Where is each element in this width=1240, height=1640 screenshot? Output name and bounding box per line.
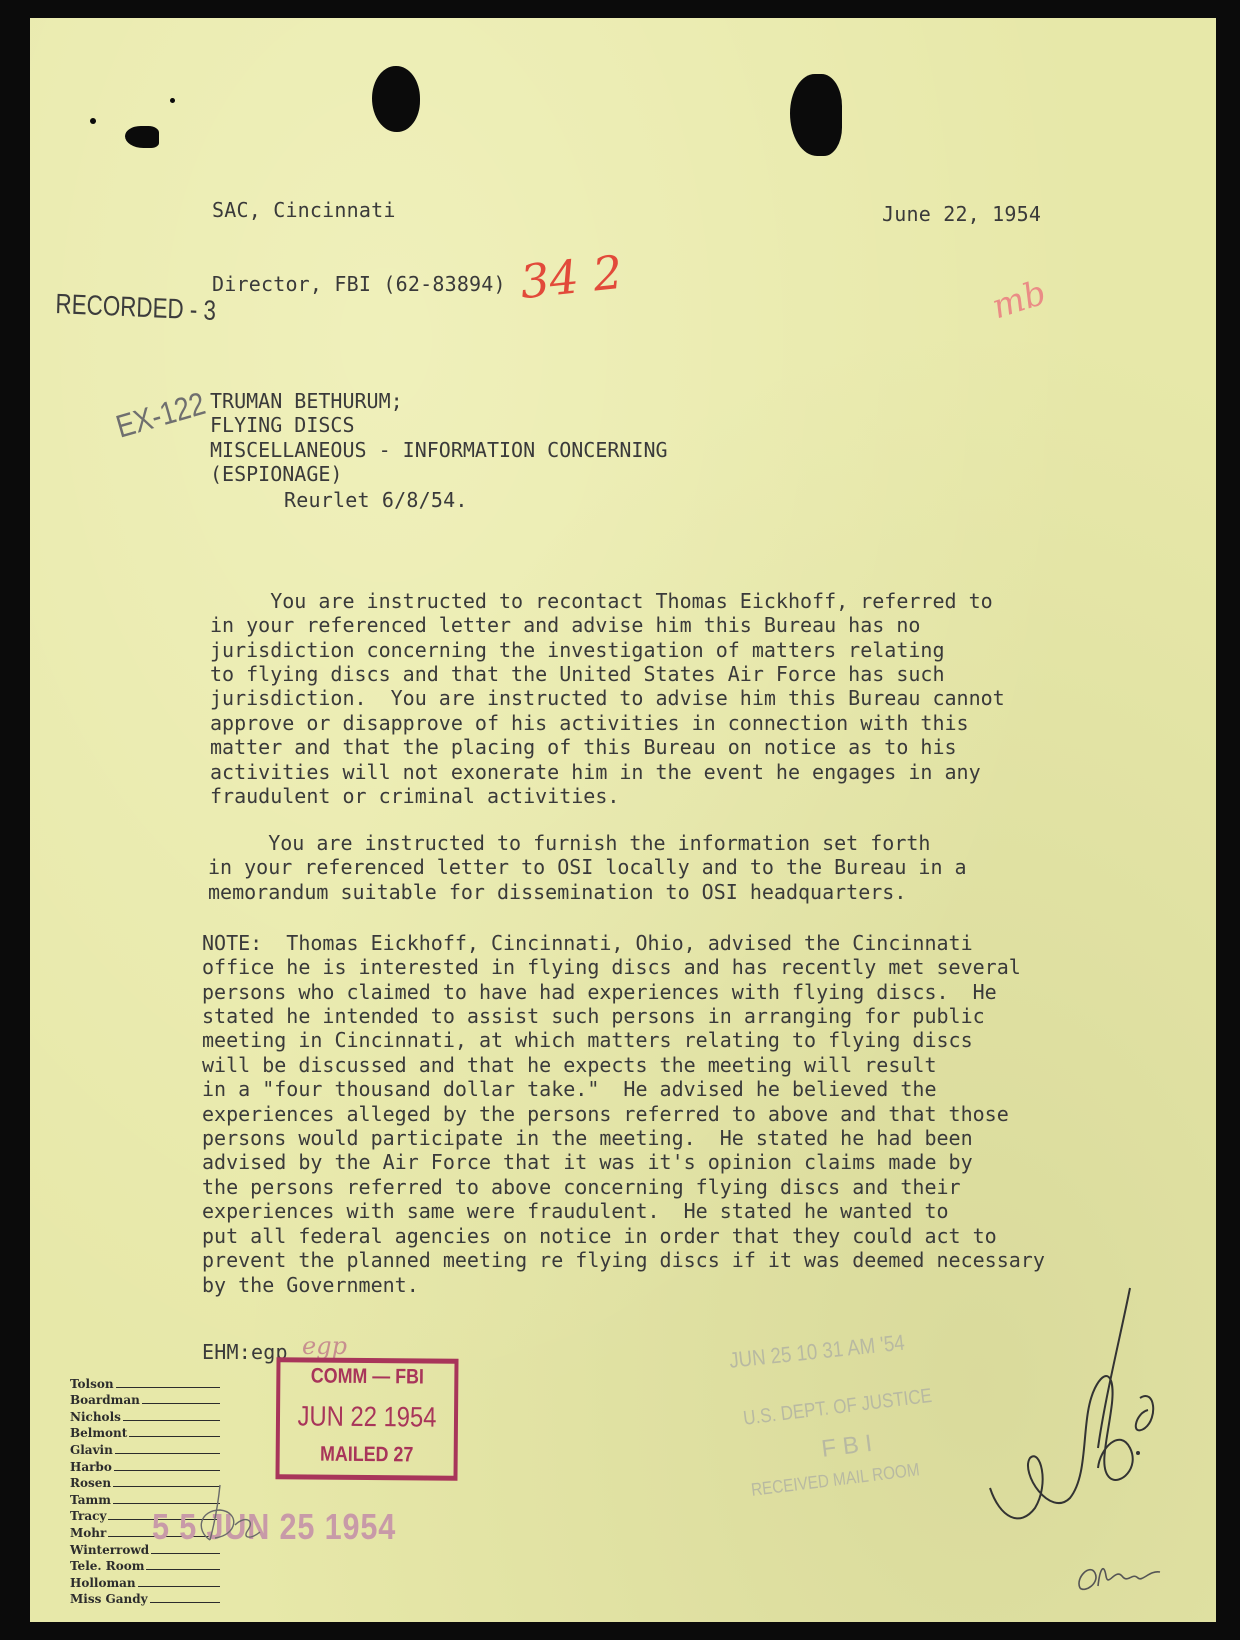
body-line: to flying discs and that the United States Air Force has such (210, 662, 945, 687)
note-line: put all federal agencies on notice in order that they could act to (202, 1223, 997, 1248)
tear-mark (125, 126, 159, 148)
received-stamp-line: F B I (820, 1429, 874, 1463)
routing-item (70, 1391, 220, 1408)
red-initials: mb (987, 272, 1051, 328)
typist-initials: EHM:egp (202, 1340, 288, 1364)
typist-handwritten: egp (302, 1332, 347, 1360)
routing-name: Tele. Room (70, 1559, 145, 1574)
body-line: fraudulent or criminal activities. (210, 784, 620, 809)
routing-blank (151, 1553, 220, 1554)
routing-blank (146, 1569, 220, 1570)
routing-item (70, 1557, 220, 1574)
note-line: persons who claimed to have had experiences with flying discs. He (202, 979, 997, 1004)
routing-name: Mohr (70, 1525, 107, 1540)
document-page (30, 18, 1216, 1622)
routing-item (70, 1590, 220, 1607)
note-line: persons would participate in the meeting. He stated he had been (202, 1126, 973, 1151)
routing-name: Nichols (70, 1409, 121, 1424)
routing-name: Harbo (70, 1459, 112, 1474)
ex-stamp: EX-122 (112, 384, 210, 445)
routing-name: Tolson (70, 1376, 114, 1391)
handwritten-signature-large (980, 1278, 1160, 1538)
note-line: meeting in Cincinnati, at which matters relating to flying discs (202, 1028, 973, 1053)
note-line: office he is interested in flying discs and has recently met several (202, 955, 1021, 980)
body-line: approve or disapprove of his activities in connection with this (210, 710, 969, 735)
subject-line: (ESPIONAGE) (210, 462, 343, 487)
routing-item (70, 1374, 220, 1391)
recorded-stamp: RECORDED - 3 (55, 288, 217, 326)
routing-name: Winterrowd (70, 1542, 150, 1557)
file-serial-handwritten: 34 2 (517, 244, 625, 310)
note-line: experiences with same were fraudulent. He stated he wanted to (202, 1199, 949, 1224)
body-line: jurisdiction concerning the investigation of matters relating (210, 637, 945, 662)
routing-blank (114, 1470, 220, 1471)
note-line: stated he intended to assist such persons in arranging for public (202, 1004, 985, 1029)
note-line: NOTE: Thomas Eickhoff, Cincinnati, Ohio, advised the Cincinnati (202, 930, 973, 955)
received-stamp-line: RECEIVED MAIL ROOM (750, 1459, 921, 1500)
reference: Reurlet 6/8/54. (284, 488, 468, 512)
routing-blank (116, 1387, 220, 1388)
speck (90, 118, 96, 124)
routing-blank (115, 1453, 220, 1454)
routing-blank (129, 1436, 220, 1437)
comm-stamp-date: JUN 22 1954 (297, 1400, 437, 1433)
note-line: experiences alleged by the persons referred to above and that those (202, 1101, 1009, 1126)
routing-name: Boardman (70, 1393, 140, 1408)
punch-hole-right (790, 74, 842, 156)
comm-stamp-mailed: MAILED 27 (319, 1442, 414, 1467)
punch-hole-left (372, 66, 420, 132)
body-line: memorandum suitable for dissemination to OSI headquarters. (208, 879, 907, 904)
letter-date: June 22, 1954 (882, 202, 1042, 226)
routing-item (70, 1407, 220, 1424)
routing-name: Holloman (70, 1575, 136, 1590)
subject-line: FLYING DISCS (210, 413, 355, 438)
sender: Director, FBI (62-83894) (212, 272, 506, 296)
routing-item (70, 1424, 220, 1441)
body-line: matter and that the placing of this Bureau on notice as to his (210, 735, 957, 760)
received-stamp-line: U.S. DEPT. OF JUSTICE (742, 1384, 934, 1430)
note-line: will be discussed and that he expects the meeting will result (202, 1052, 937, 1077)
routing-name: Rosen (70, 1476, 112, 1491)
subject-line: TRUMAN BETHURUM; (210, 388, 403, 413)
body-line: in your referenced letter to OSI locally and to the Bureau in a (208, 855, 967, 880)
handwritten-initials-routing (190, 1480, 270, 1550)
body-line: in your referenced letter and advise him this Bureau has no (210, 613, 921, 638)
speck (170, 98, 175, 103)
routing-item (70, 1457, 220, 1474)
routing-item (70, 1573, 220, 1590)
routing-blank (138, 1586, 220, 1587)
note-line: the persons referred to above concerning flying discs and their (202, 1174, 961, 1199)
routing-blank (142, 1403, 220, 1404)
note-line: advised by the Air Force that it was it's opinion claims made by (202, 1150, 973, 1175)
routing-item (70, 1440, 220, 1457)
routing-name: Tamm (70, 1492, 111, 1507)
routing-name: Tracy (70, 1509, 107, 1524)
routing-blank (150, 1602, 220, 1603)
note-line: in a "four thousand dollar take." He advised he believed the (202, 1077, 937, 1102)
routing-name: Glavin (70, 1442, 113, 1457)
body-line: You are instructed to recontact Thomas Eickhoff, referred to (210, 588, 993, 613)
filed-date-stamp: 5 5 JUN 25 1954 (152, 1506, 397, 1547)
recipient: SAC, Cincinnati (212, 198, 396, 222)
body-line: jurisdiction. You are instructed to advise him this Bureau cannot (210, 686, 1005, 711)
routing-blank (123, 1420, 220, 1421)
note-block (202, 879, 1045, 1346)
note-line: by the Government. (202, 1272, 419, 1297)
comm-fbi-stamp (275, 1357, 458, 1481)
comm-stamp-header: COMM — FBI (310, 1364, 424, 1389)
routing-name: Belmont (70, 1426, 128, 1441)
received-stamp-line: JUN 25 10 31 AM '54 (728, 1329, 906, 1373)
routing-name: Miss Gandy (70, 1592, 148, 1607)
body-line: activities will not exonerate him in the event he engages in any (210, 759, 981, 784)
body-line: You are instructed to furnish the information set forth (208, 830, 931, 855)
handwritten-initials-small (1070, 1548, 1170, 1608)
subject-line: MISCELLANEOUS - INFORMATION CONCERNING (210, 437, 668, 462)
note-line: prevent the planned meeting re flying discs if it was deemed necessary (202, 1248, 1045, 1273)
